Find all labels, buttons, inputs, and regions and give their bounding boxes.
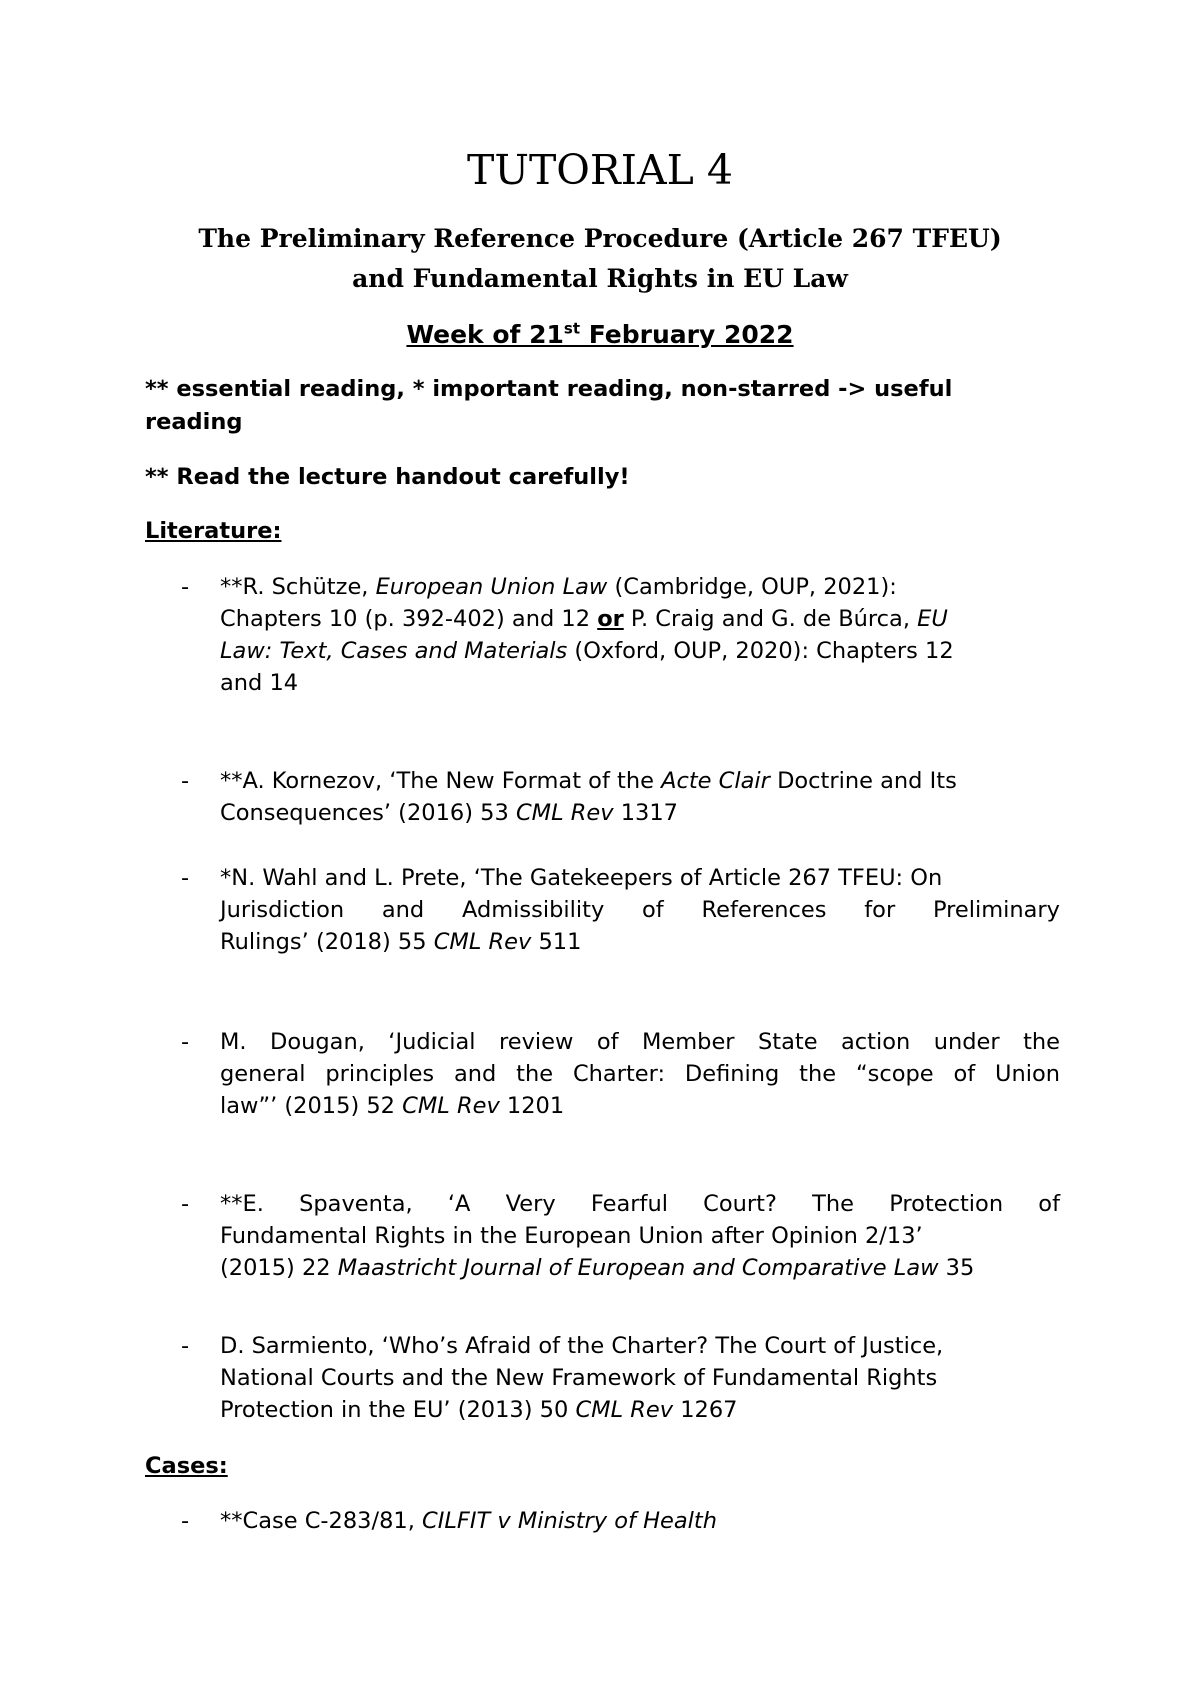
text-run: **A. Kornezov, ‘The New Format of the bbox=[220, 768, 662, 794]
week-prefix: Week of 21 bbox=[406, 320, 564, 349]
text-run: 511 bbox=[531, 929, 582, 955]
week-superscript: st bbox=[563, 319, 581, 338]
text-run: 35 bbox=[938, 1255, 975, 1281]
literature-item-dougan bbox=[220, 1026, 1060, 1122]
book-title: Law: Text, Cases and Materials bbox=[220, 638, 568, 664]
case-item-cilfit bbox=[220, 1505, 1060, 1537]
list-bullet: - bbox=[181, 574, 190, 600]
list-item-line: and 14 bbox=[220, 670, 299, 696]
reading-legend-line-2: reading bbox=[145, 409, 243, 435]
list-item-line: general principles and the Charter: Defining the “scope of Union bbox=[220, 1061, 1060, 1087]
journal-name: Maastricht Journal of European and Comparative Law bbox=[337, 1255, 939, 1281]
cases-heading: Cases: bbox=[145, 1453, 228, 1479]
text-run: 1267 bbox=[673, 1397, 738, 1423]
week-suffix: February 2022 bbox=[580, 320, 794, 349]
text-run: 1201 bbox=[499, 1093, 565, 1119]
text-run: (2015) 22 bbox=[220, 1255, 338, 1281]
book-title: EU bbox=[917, 606, 948, 632]
or-emphasis: or bbox=[597, 606, 624, 632]
text-run: law”’ (2015) 52 bbox=[220, 1093, 403, 1119]
journal-name: CML Rev bbox=[433, 929, 532, 955]
literature-item-schutze bbox=[220, 571, 1060, 699]
list-bullet: - bbox=[181, 1508, 190, 1534]
journal-name: CML Rev bbox=[402, 1093, 500, 1119]
list-item-line: National Courts and the New Framework of Fundamental Rights bbox=[220, 1365, 938, 1391]
instruction-text: ** Read the lecture handout carefully! bbox=[145, 464, 630, 490]
list-item-line bbox=[220, 635, 1060, 667]
list-item-line bbox=[220, 603, 1060, 635]
list-bullet: - bbox=[181, 865, 190, 891]
text-run: (Cambridge, OUP, 2021): bbox=[607, 574, 897, 600]
list-item-line: Jurisdiction and Admissibility of References for Preliminary bbox=[220, 897, 1060, 923]
list-bullet: - bbox=[181, 1191, 190, 1217]
literature-item-sarmiento bbox=[220, 1330, 1060, 1426]
list-item-line: **E. Spaventa, ‘A Very Fearful Court? The Protection of bbox=[220, 1191, 1060, 1217]
list-item-line bbox=[220, 1394, 1060, 1426]
text-run: Rulings’ (2018) 55 bbox=[220, 929, 434, 955]
text-run: Doctrine and Its bbox=[769, 768, 957, 794]
book-title: European Union Law bbox=[375, 574, 608, 600]
list-item-line bbox=[220, 797, 1060, 829]
list-item-line bbox=[220, 926, 1060, 958]
journal-name: CML Rev bbox=[575, 1397, 674, 1423]
text-run: Chapters 10 (p. 392-402) and 12 bbox=[220, 606, 598, 632]
list-item-line: D. Sarmiento, ‘Who’s Afraid of the Charter? The Court of Justice, bbox=[220, 1333, 944, 1359]
list-item-line: *N. Wahl and L. Prete, ‘The Gatekeepers of Article 267 TFEU: On bbox=[220, 865, 943, 891]
text-run: Protection in the EU’ (2013) 50 bbox=[220, 1397, 576, 1423]
text-run: **R. Schütze, bbox=[220, 574, 376, 600]
document-subtitle bbox=[0, 219, 1200, 299]
list-item-line bbox=[220, 571, 1060, 603]
journal-name: CML Rev bbox=[515, 800, 614, 826]
list-item-line bbox=[220, 765, 1060, 797]
week-date-text bbox=[406, 320, 793, 349]
literature-heading: Literature: bbox=[145, 518, 282, 544]
subtitle-line-1: The Preliminary Reference Procedure (Article 267 TFEU) bbox=[198, 224, 1002, 253]
text-run: **Case C-283/81, bbox=[220, 1508, 423, 1534]
week-date bbox=[0, 318, 1200, 352]
case-name: CILFIT v Ministry of Health bbox=[422, 1508, 717, 1534]
text-run: P. Craig and G. de Búrca, bbox=[623, 606, 918, 632]
list-item-line: Fundamental Rights in the European Union after Opinion 2/13’ bbox=[220, 1223, 923, 1249]
reading-legend-line-1: ** essential reading, * important reading, non-starred -> useful bbox=[145, 376, 953, 402]
list-bullet: - bbox=[181, 1029, 190, 1055]
text-run: Consequences’ (2016) 53 bbox=[220, 800, 516, 826]
list-item-line bbox=[220, 1252, 1060, 1284]
list-item-line bbox=[220, 1505, 1060, 1537]
literature-item-kornezov bbox=[220, 765, 1060, 829]
text-run: 1317 bbox=[613, 800, 678, 826]
literature-item-spaventa bbox=[220, 1188, 1060, 1284]
list-item-line: M. Dougan, ‘Judicial review of Member State action under the bbox=[220, 1029, 1060, 1055]
document-title: TUTORIAL 4 bbox=[467, 146, 733, 194]
subtitle-line-2: and Fundamental Rights in EU Law bbox=[352, 264, 848, 293]
list-bullet: - bbox=[181, 768, 190, 794]
italic-term: Acte Clair bbox=[661, 768, 770, 794]
list-item-line bbox=[220, 1090, 1060, 1122]
literature-item-wahl-prete bbox=[220, 862, 1060, 958]
text-run: (Oxford, OUP, 2020): Chapters 12 bbox=[567, 638, 954, 664]
list-bullet: - bbox=[181, 1333, 190, 1359]
